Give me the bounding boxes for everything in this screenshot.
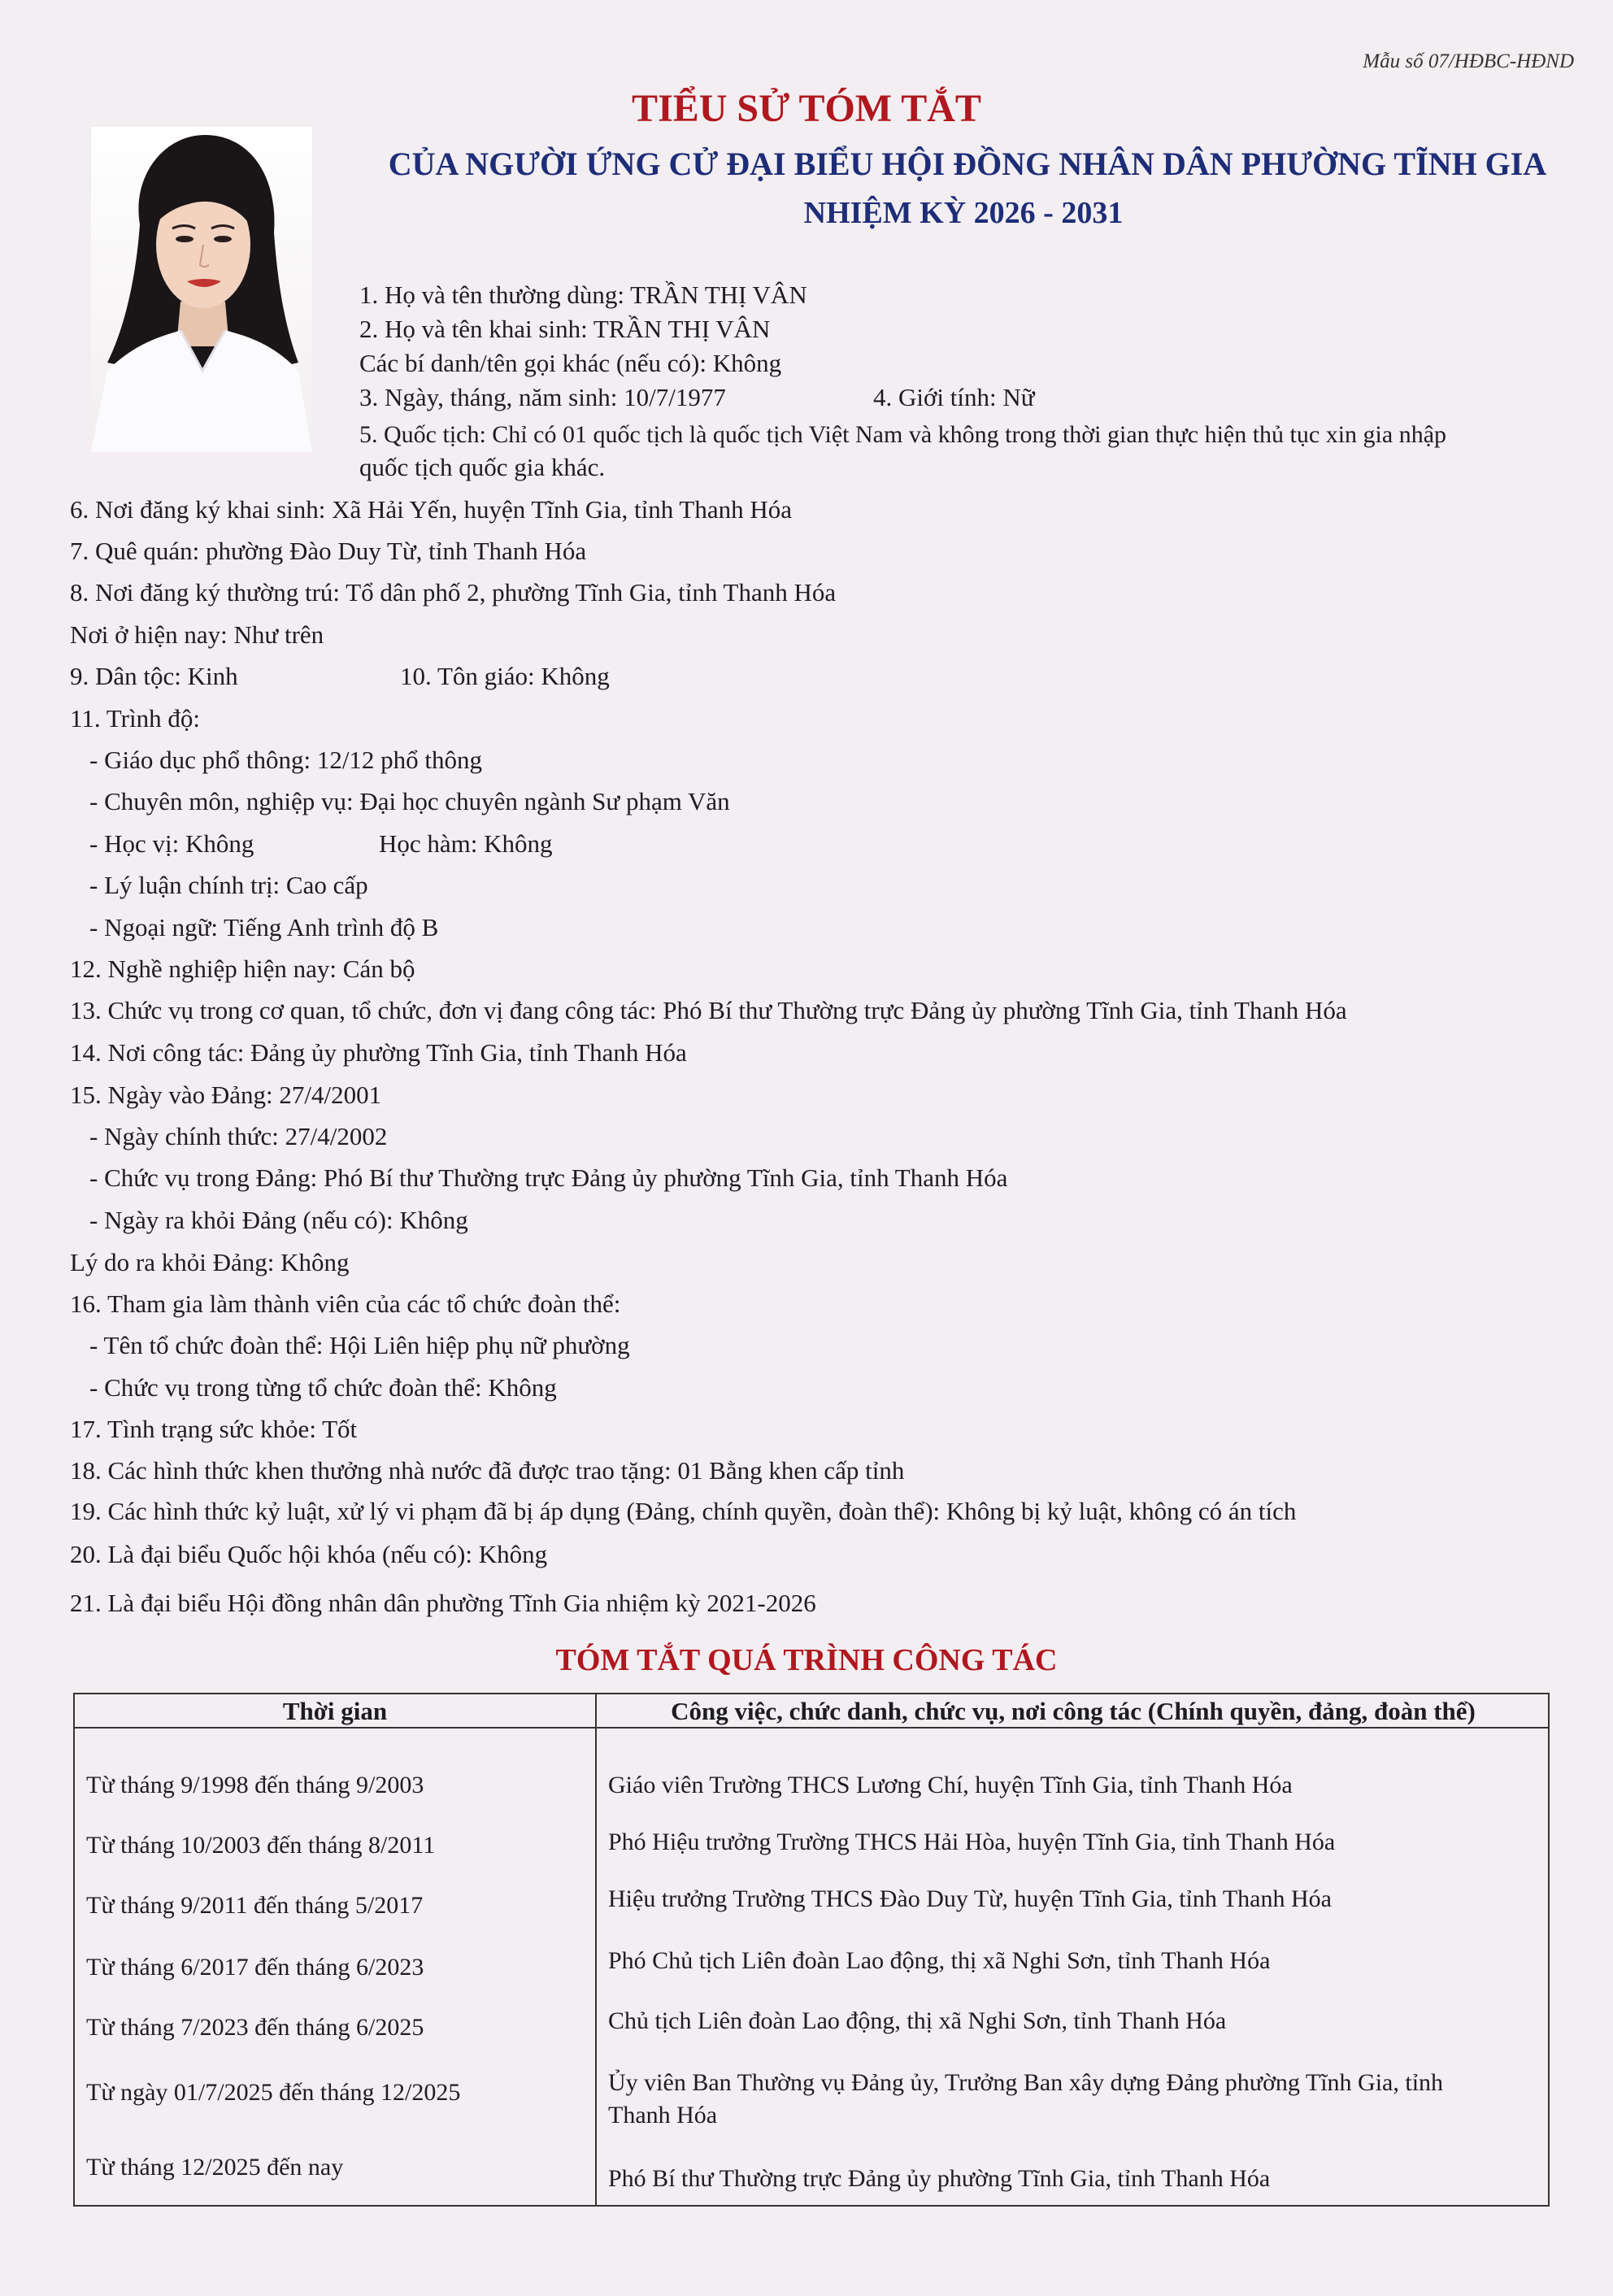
item-8: 8. Nơi đăng ký thường trú: Tổ dân phố 2, phường Tĩnh Gia, tỉnh Thanh Hóa xyxy=(70,578,837,607)
table-row-1-time: Từ tháng 9/1998 đến tháng 9/2003 xyxy=(86,1772,424,1798)
item-11-academic-title: Học hàm: Không xyxy=(379,829,553,858)
table-row-3-time: Từ tháng 9/2011 đến tháng 5/2017 xyxy=(86,1892,424,1919)
item-16: 16. Tham gia làm thành viên của các tổ chức đoàn thể: xyxy=(70,1289,621,1318)
table-row-2-job: Phó Hiệu trưởng Trường THCS Hải Hòa, huyện Tĩnh Gia, tỉnh Thanh Hóa xyxy=(608,1829,1336,1855)
item-12: 12. Nghề nghiệp hiện nay: Cán bộ xyxy=(70,954,415,983)
document-title: TIỂU SỬ TÓM TẮT xyxy=(632,87,981,130)
item-15: 15. Ngày vào Đảng: 27/4/2001 xyxy=(70,1081,382,1109)
document-subtitle: CỦA NGƯỜI ỨNG CỬ ĐẠI BIỂU HỘI ĐỒNG NHÂN DÂN PHƯỜNG TĨNH GIA xyxy=(388,146,1547,182)
item-1: 1. Họ và tên thường dùng: TRẦN THỊ VÂN xyxy=(359,280,807,309)
item-3: 3. Ngày, tháng, năm sinh: 10/7/1977 xyxy=(359,383,726,411)
item-15-leave-reason: Lý do ra khỏi Đảng: Không xyxy=(70,1248,350,1276)
item-21: 21. Là đại biểu Hội đồng nhân dân phường Tĩnh Gia nhiệm kỳ 2021-2026 xyxy=(70,1589,816,1617)
table-row-4-job: Phó Chủ tịch Liên đoàn Lao động, thị xã Nghi Sơn, tỉnh Thanh Hóa xyxy=(608,1947,1271,1974)
item-17: 17. Tình trạng sức khỏe: Tốt xyxy=(70,1415,358,1443)
table-row-7-job: Phó Bí thư Thường trực Đảng ủy phường Tĩnh Gia, tỉnh Thanh Hóa xyxy=(608,2165,1271,2192)
item-14: 14. Nơi công tác: Đảng ủy phường Tĩnh Gia, tỉnh Thanh Hóa xyxy=(70,1038,687,1067)
item-20: 20. Là đại biểu Quốc hội khóa (nếu có): Không xyxy=(70,1540,548,1568)
item-7: 7. Quê quán: phường Đào Duy Từ, tỉnh Thanh Hóa xyxy=(70,537,587,565)
item-19: 19. Các hình thức kỷ luật, xử lý vi phạm đã bị áp dụng (Đảng, chính quyền, đoàn thể): Không bị kỷ luật, không có án tích xyxy=(70,1497,1297,1525)
table-column-divider xyxy=(595,1694,597,2205)
form-code: Mẫu số 07/HĐBC-HĐND xyxy=(1363,50,1574,72)
table-row-5-job: Chủ tịch Liên đoàn Lao động, thị xã Nghi Sơn, tỉnh Thanh Hóa xyxy=(608,2007,1227,2034)
table-header-job: Công việc, chức danh, chức vụ, nơi công tác (Chính quyền, đảng, đoàn thể) xyxy=(671,1697,1476,1725)
table-row-4-time: Từ tháng 6/2017 đến tháng 6/2023 xyxy=(86,1954,424,1981)
table-row-1-job: Giáo viên Trường THCS Lương Chí, huyện Tĩnh Gia, tỉnh Thanh Hóa xyxy=(608,1772,1293,1798)
item-5-cont: quốc tịch quốc gia khác. xyxy=(359,453,606,481)
item-6: 6. Nơi đăng ký khai sinh: Xã Hải Yến, huyện Tĩnh Gia, tỉnh Thanh Hóa xyxy=(70,495,792,524)
item-11-specialty: - Chuyên môn, nghiệp vụ: Đại học chuyên ngành Sư phạm Văn xyxy=(89,787,730,815)
term-title: NHIỆM KỲ 2026 - 2031 xyxy=(803,196,1124,230)
alias-line: Các bí danh/tên gọi khác (nếu có): Không xyxy=(359,349,782,377)
table-row-3-job: Hiệu trưởng Trường THCS Đào Duy Từ, huyện Tĩnh Gia, tỉnh Thanh Hóa xyxy=(608,1885,1332,1912)
item-15-leave-date: - Ngày ra khỏi Đảng (nếu có): Không xyxy=(89,1206,468,1234)
item-15-party-position: - Chức vụ trong Đảng: Phó Bí thư Thường trực Đảng ủy phường Tĩnh Gia, tỉnh Thanh Hóa xyxy=(89,1163,1008,1192)
table-row-5-time: Từ tháng 7/2023 đến tháng 6/2025 xyxy=(86,2014,424,2041)
item-13: 13. Chức vụ trong cơ quan, tổ chức, đơn vị đang công tác: Phó Bí thư Thường trực Đảng ủy phường Tĩnh Gia, tỉnh Thanh Hóa xyxy=(70,996,1347,1024)
portrait-photo xyxy=(91,127,312,452)
item-15-official-date: - Ngày chính thức: 27/4/2002 xyxy=(89,1122,388,1150)
item-11: 11. Trình độ: xyxy=(70,704,200,733)
table-row-6-job-cont: Thanh Hóa xyxy=(608,2102,718,2129)
item-16-organization: - Tên tổ chức đoàn thể: Hội Liên hiệp phụ nữ phường xyxy=(89,1331,630,1359)
table-row-7-time: Từ tháng 12/2025 đến nay xyxy=(86,2154,344,2181)
item-18: 18. Các hình thức khen thưởng nhà nước đã được trao tặng: 01 Bằng khen cấp tỉnh xyxy=(70,1456,905,1485)
item-11-degree: - Học vị: Không xyxy=(89,829,254,858)
item-9: 9. Dân tộc: Kinh xyxy=(70,662,238,690)
table-header-time: Thời gian xyxy=(282,1697,388,1725)
item-11-foreign-language: - Ngoại ngữ: Tiếng Anh trình độ B xyxy=(89,913,439,941)
item-5: 5. Quốc tịch: Chỉ có 01 quốc tịch là quốc tịch Việt Nam và không trong thời gian thực hiện thủ tục xin gia nhập xyxy=(359,421,1447,448)
work-history-title: TÓM TẮT QUÁ TRÌNH CÔNG TÁC xyxy=(555,1643,1058,1677)
work-history-table xyxy=(73,1693,1550,2207)
table-row-6-time: Từ ngày 01/7/2025 đến tháng 12/2025 xyxy=(86,2079,461,2106)
table-row-2-time: Từ tháng 10/2003 đến tháng 8/2011 xyxy=(86,1832,436,1859)
table-header-divider xyxy=(75,1727,1548,1729)
item-4: 4. Giới tính: Nữ xyxy=(873,383,1035,411)
item-2: 2. Họ và tên khai sinh: TRẦN THỊ VÂN xyxy=(359,315,771,343)
item-11-general-education: - Giáo dục phổ thông: 12/12 phổ thông xyxy=(89,746,483,774)
portrait-image xyxy=(91,127,312,452)
item-16-position: - Chức vụ trong từng tổ chức đoàn thể: Không xyxy=(89,1373,557,1402)
item-10: 10. Tôn giáo: Không xyxy=(400,662,610,690)
table-row-6-job: Ủy viên Ban Thường vụ Đảng ủy, Trưởng Ban xây dựng Đảng phường Tĩnh Gia, tỉnh xyxy=(608,2069,1444,2096)
residence-line: Nơi ở hiện nay: Như trên xyxy=(70,620,324,649)
item-11-political-theory: - Lý luận chính trị: Cao cấp xyxy=(89,871,368,899)
